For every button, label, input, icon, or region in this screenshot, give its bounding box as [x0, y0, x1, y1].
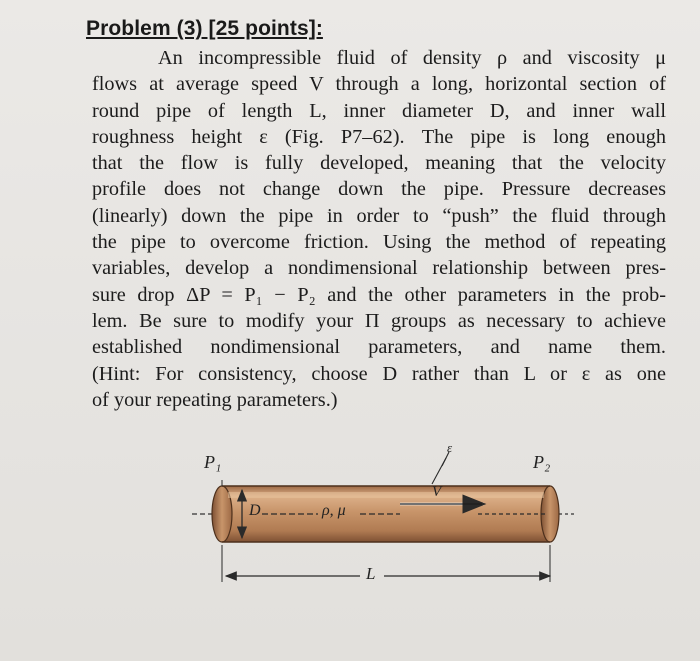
p2-label: P₂ — [533, 452, 551, 472]
problem-line: of your repeating parameters.) — [92, 388, 338, 411]
length-label: L — [366, 564, 376, 583]
diameter-label: D — [249, 502, 261, 519]
problem-line: An incompressible fluid of density ρ and viscosity μ — [158, 47, 666, 69]
problem-title: Problem (3) [25 points]: — [86, 17, 323, 40]
problem-line: profile does not change down the pipe. Pressure decreases — [92, 178, 666, 201]
velocity-label: V — [432, 484, 442, 500]
problem-line: sure drop ΔP = P₁ − P₂ and the other parameters in the prob- — [92, 283, 666, 306]
problem-line: variables, develop a nondimensional relationship between pres- — [92, 257, 666, 280]
problem-line: established nondimensional parameters, and name them. — [92, 336, 666, 359]
p1-label: P₁ — [204, 452, 222, 472]
problem-line: roughness height ε (Fig. P7–62). The pipe is long enough — [92, 125, 666, 148]
fluid-props-label: ρ, μ — [322, 502, 346, 519]
problem-line: flows at average speed V through a long, horizontal section of — [92, 73, 666, 96]
epsilon-label: ε — [447, 440, 453, 455]
problem-line: round pipe of length L, inner diameter D, and inner wall — [92, 99, 666, 122]
problem-line: (Hint: For consistency, choose D rather than L or ε as one — [92, 362, 666, 385]
problem-line: the pipe to overcome friction. Using the method of repeating — [92, 231, 666, 254]
problem-line: lem. Be sure to modify your Π groups as necessary to achieve — [92, 309, 666, 332]
problem-line: (linearly) down the pipe in order to “push” the fluid through — [92, 204, 666, 227]
problem-line: that the flow is fully developed, meaning that the velocity — [92, 152, 666, 175]
